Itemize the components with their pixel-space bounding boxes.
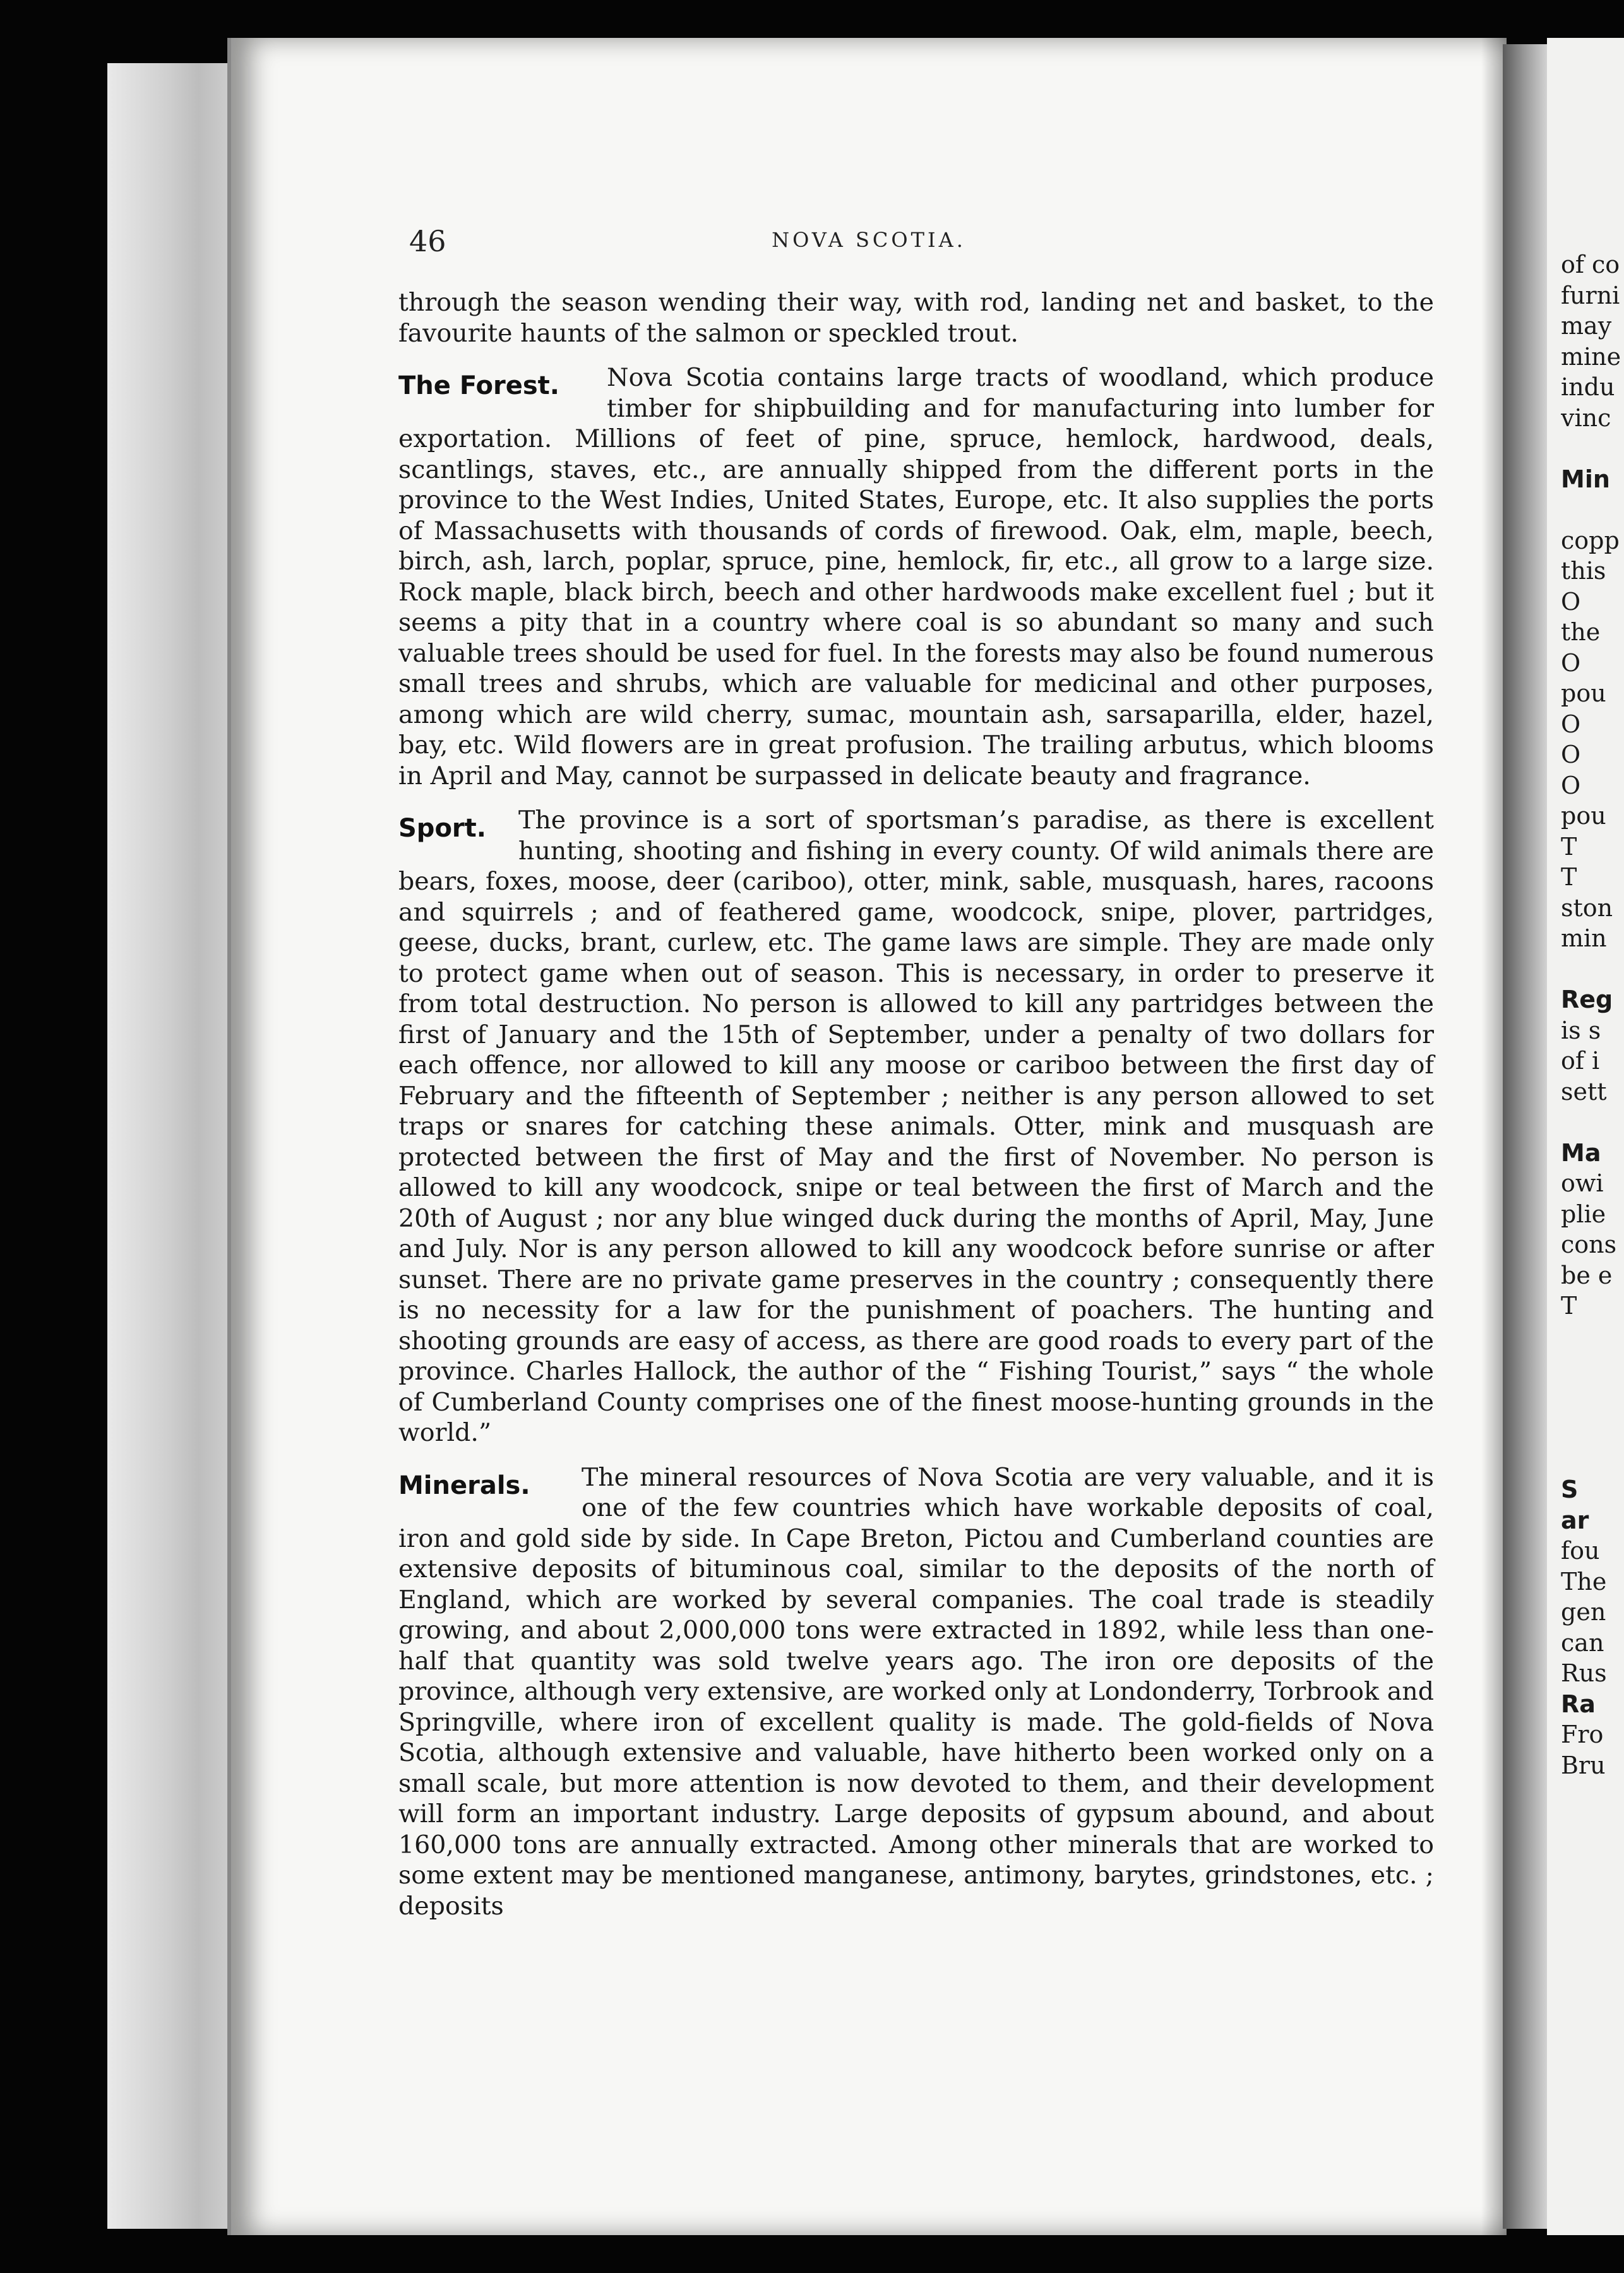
facing-page-line	[1561, 954, 1624, 985]
facing-page-line	[1561, 1321, 1624, 1352]
running-head	[231, 224, 1507, 256]
facing-page-line	[1561, 1444, 1624, 1475]
facing-page-line: indu	[1561, 373, 1615, 401]
sport-text: The province is a sort of sportsman’s paradise, as there is excellent hunting, shooting and fishing in every county. Of wild animals there are bears, foxes, moose, deer (cariboo), otter, mink, sable, musquash, hares, racoons and squirrels ; and of feathered game, woodcock, snipe, plover, partridges, geese, ducks, brant, curlew, etc. The game laws are simple. They are made only to protect game when out of season. This is necessary, in order to preserve it from total destruction. No person is allowed to kill any partridges between the first of January and the 15th of September, under a penalty of two dollars for each offence, nor allowed to kill any moose or cariboo between the first day of February and the fifteenth of September ; neither is any person allowed to set traps or snares for catching these animals. Otter, mink and musquash are protected between the first of May and the first of November. No person is allowed to kill any woodcock, snipe or teal between the first of March and the 20th of August ; nor any blue winged duck during the months of April, May, June and July. Nor is any person allowed to kill any woodcock before sunrise or after sunset. There are no private game preserves in the country ; consequently there is no necessity for a law for the punishment of poachers. The hunting and shooting grounds are easy of access, as there are good roads to every part of the province. Charles Hallock, the author of the “ Fishing Tourist,” says “ the whole of Cumberland County comprises one of the finest moose-hunting grounds in the world.”	[398, 806, 1434, 1447]
facing-page-line: O	[1561, 741, 1581, 768]
forest-text: Nova Scotia contains large tracts of woodland, which produce timber for shipbuilding and for manufacturing into lumber for exportation. Millions of feet of pine, spruce, hemlock, hardwood, deals, scantlings, staves, etc., are annually shipped from the different ports in the province to the West Indies, United States, Europe, etc. It also supplies the ports of Massachusetts with thousands of cords of firewood. Oak, elm, maple, beech, birch, ash, larch, poplar, spruce, pine, hemlock, fir, etc., all grow to a large size. Rock maple, black birch, beech and other hardwoods make excellent fuel ; but it seems a pity that in a country where coal is so abundant so many and such valuable trees should be used for fuel. In the forests may also be found numerous small trees and shrubs, which are valuable for medicinal and other purposes, among which are wild cherry, sumac, mountain ash, sarsaparilla, elder, hazel, bay, etc. Wild flowers are in great profusion. The trailing arbutus, which blooms in April and May, cannot be surpassed in delicate beauty and fragrance.	[398, 363, 1434, 790]
facing-page-line: is s	[1561, 1016, 1601, 1044]
facing-page-line	[1561, 1107, 1624, 1138]
facing-page-line	[1561, 1352, 1624, 1383]
facing-page-line: T	[1561, 1292, 1577, 1320]
sport-heading: Sport.	[398, 814, 486, 843]
facing-page-line: furni	[1561, 281, 1620, 309]
facing-page-line: cons	[1561, 1231, 1617, 1258]
page-number: 46	[409, 224, 446, 258]
facing-page-line: Fro	[1561, 1721, 1604, 1748]
facing-page-line: The	[1561, 1567, 1607, 1596]
page-body	[398, 287, 1434, 1935]
facing-page-line: plie	[1561, 1200, 1606, 1228]
facing-page-line: S	[1561, 1476, 1579, 1503]
facing-page-text	[1561, 249, 1624, 1781]
facing-page-line: this	[1561, 557, 1606, 585]
facing-page-line: be e	[1561, 1261, 1613, 1289]
facing-page-line: min	[1561, 924, 1607, 952]
facing-page-line	[1561, 433, 1624, 464]
facing-page-line: Reg	[1561, 986, 1613, 1013]
sport-section	[398, 805, 1434, 1448]
facing-page-line: Ra	[1561, 1690, 1596, 1718]
facing-page-line: of co	[1561, 251, 1620, 278]
facing-page-line: ston	[1561, 893, 1613, 922]
facing-page-line: pou	[1561, 679, 1606, 707]
facing-page-line: Bru	[1561, 1751, 1606, 1779]
facing-page-line: owi	[1561, 1169, 1604, 1197]
forest-heading: The Forest.	[398, 371, 559, 400]
facing-page-line	[1561, 494, 1624, 525]
facing-page-line: sett	[1561, 1077, 1607, 1106]
facing-page-line	[1561, 1383, 1624, 1414]
forest-section	[398, 362, 1434, 791]
facing-page-line: pou	[1561, 802, 1606, 830]
facing-page-line: Min	[1561, 465, 1610, 493]
facing-page-line: O	[1561, 771, 1581, 799]
facing-page-line: can	[1561, 1628, 1604, 1657]
facing-page-line: O	[1561, 710, 1581, 738]
facing-page-line: may	[1561, 312, 1612, 340]
facing-page-line: fou	[1561, 1537, 1600, 1565]
facing-page-line: T	[1561, 832, 1577, 861]
facing-page-line: T	[1561, 863, 1577, 891]
continuation-paragraph: through the season wending their way, with rod, landing net and basket, to the favourite haunts of the salmon or speckled trout.	[398, 288, 1434, 348]
facing-page-line: copp	[1561, 526, 1620, 554]
minerals-section	[398, 1462, 1434, 1922]
book-gutter	[1503, 44, 1547, 2229]
facing-page-line: Ma	[1561, 1138, 1601, 1167]
running-head-title: NOVA SCOTIA.	[772, 228, 966, 252]
facing-page-line: ar	[1561, 1506, 1589, 1534]
facing-page-line: vinc	[1561, 403, 1611, 432]
facing-page-line: gen	[1561, 1598, 1606, 1626]
facing-page-line: of i	[1561, 1047, 1600, 1075]
facing-page-line: the	[1561, 618, 1601, 646]
facing-page-line: O	[1561, 648, 1581, 677]
facing-page-line: mine	[1561, 342, 1621, 371]
minerals-heading: Minerals.	[398, 1471, 530, 1500]
facing-page-line: Rus	[1561, 1659, 1607, 1687]
facing-page-line: O	[1561, 587, 1581, 616]
book-page	[227, 38, 1507, 2235]
facing-page-line	[1561, 1413, 1624, 1444]
minerals-text: The mineral resources of Nova Scotia are very valuable, and it is one of the few countries which have workable deposits of coal, iron and gold side by side. In Cape Breton, Pictou and Cumberland counties are extensive deposits of bituminous coal, similar to the deposits of the north of England, which are worked by several companies. The coal trade is steadily growing, and about 2,000,000 tons were extracted in 1892, while less than one-half that quantity was sold twelve years ago. The iron ore deposits of the province, although very extensive, are worked only at Londonderry, Torbrook and Springville, where iron of excellent quality is made. The gold-fields of Nova Scotia, although extensive and valuable, have hitherto been worked only on a small scale, but more attention is now devoted to them, and their development will form an important industry. Large deposits of gypsum abound, and about 160,000 tons are annually extracted. Among other minerals that are worked to some extent may be mentioned manganese, antimony, barytes, grindstones, etc. ; deposits	[398, 1462, 1434, 1921]
